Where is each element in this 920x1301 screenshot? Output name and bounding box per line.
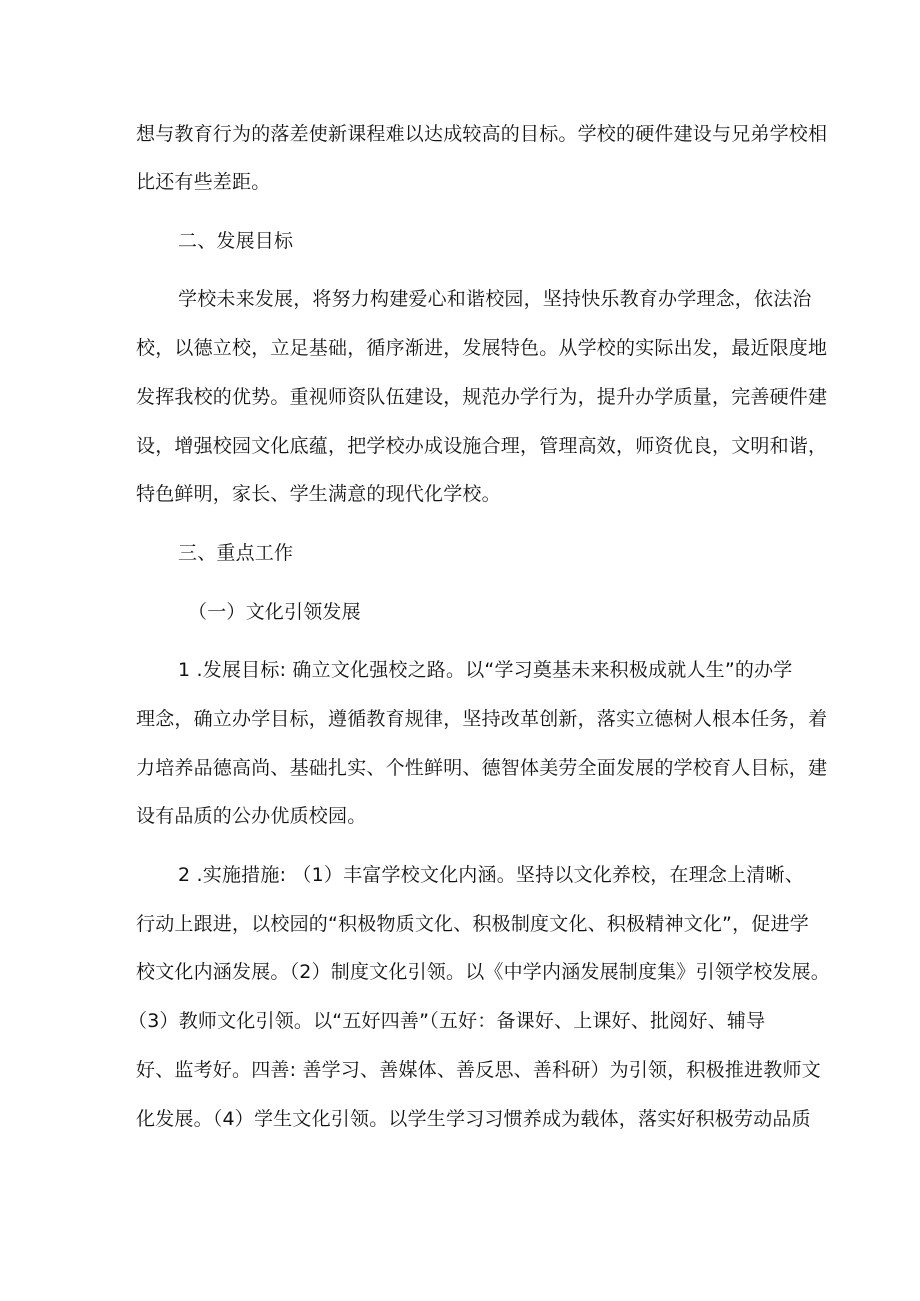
paragraph-line: 好、监考好。四善: 善学习、善媒体、善反思、善科研）为引领，积极推进教师文 <box>136 1059 821 1081</box>
paragraph-line: 比还有些差距。 <box>136 171 271 193</box>
paragraph-line: 1 .发展目标: 确立文化强校之路。以“学习奠基未来积极成就人生”的办学 <box>178 659 793 681</box>
section-heading: 二、发展目标 <box>178 230 294 252</box>
paragraph-line: 理念，确立办学目标，遵循教育规律，坚持改革创新，落实立德树人根本任务，着 <box>136 708 828 730</box>
paragraph-line: 校文化内涵发展。（2）制度文化引领。以《中学内涵发展制度集》引领学校发展。 <box>136 961 830 983</box>
paragraph-line: 设，增强校园文化底蕴，把学校办成设施合理，管理高效，师资优良，文明和谐， <box>136 435 828 457</box>
paragraph-line: 化发展。（4）学生文化引领。以学生学习习惯养成为载体，落实好积极劳动品质 <box>136 1108 811 1130</box>
section-heading: 三、重点工作 <box>178 542 294 564</box>
paragraph-line: 特色鲜明，家长、学生满意的现代化学校。 <box>136 483 501 505</box>
paragraph-line: 学校未来发展，将努力构建爱心和谐校园，坚持快乐教育办学理念，依法治 <box>178 288 812 310</box>
paragraph-line: 想与教育行为的落差使新课程难以达成较高的目标。学校的硬件建设与兄弟学校相 <box>136 123 828 145</box>
paragraph-line: 设有品质的公办优质校园。 <box>136 805 367 827</box>
subsection-heading: （一）文化引领发展 <box>188 601 361 623</box>
paragraph-line: （3）教师文化引领。以“五好四善”（五好：备课好、上课好、批阅好、辅导 <box>128 1010 766 1032</box>
paragraph-line: 力培养品德高尚、基础扎实、个性鲜明、德智体美劳全面发展的学校育人目标，建 <box>136 757 828 779</box>
paragraph-line: 发挥我校的优势。重视师资队伍建设，规范办学行为，提升办学质量，完善硬件建 <box>136 386 828 408</box>
paragraph-line: 2 .实施措施: （1）丰富学校文化内涵。坚持以文化养校，在理念上清晰、 <box>178 864 804 886</box>
paragraph-line: 行动上跟进，以校园的“积极物质文化、积极制度文化、积极精神文化”，促进学 <box>136 913 809 935</box>
paragraph-line: 校，以德立校，立足基础，循序渐进，发展特色。从学校的实际出发，最近限度地 <box>136 337 828 359</box>
